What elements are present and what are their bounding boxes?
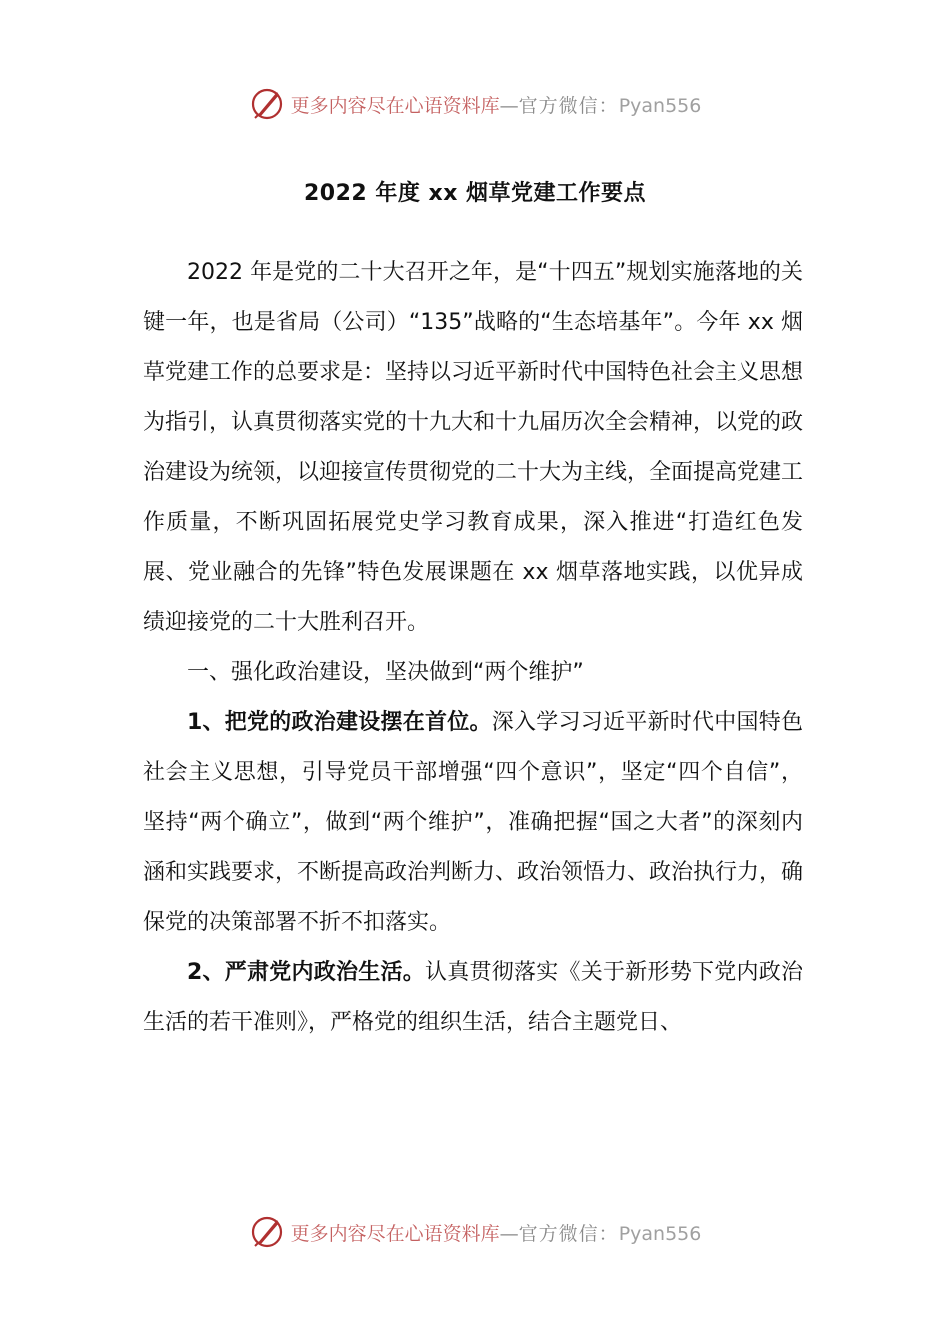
watermark-group bbox=[249, 1214, 702, 1250]
watermark-footer bbox=[0, 1210, 950, 1254]
watermark-header bbox=[0, 82, 950, 126]
watermark-dash: — bbox=[499, 94, 519, 117]
watermark-wechat-id: Pyan556 bbox=[618, 1222, 702, 1245]
watermark-text bbox=[291, 1219, 702, 1246]
document-body bbox=[143, 248, 803, 1048]
item-2-title: 2、严肃党内政治生活。 bbox=[187, 960, 426, 985]
item-1-paragraph bbox=[143, 698, 803, 948]
watermark-brand: 更多内容尽在心语资料库 bbox=[290, 94, 500, 117]
watermark-official-label: 官方微信： bbox=[518, 1222, 619, 1245]
watermark-dash: — bbox=[499, 1222, 519, 1245]
intro-paragraph: 2022 年是党的二十大召开之年，是“十四五”规划实施落地的关键一年，也是省局（公司）“135”战略的“生态培基年”。今年 xx 烟草党建工作的总要求是：坚持以习近平新时代中国特色社会主义思想为指引，认真贯彻落实党的十九大和十九届历次全会精神，以党的政治建设为统领，以迎接宣传贯彻党的二十大为主线，全面提高党建工作质量，不断巩固拓展党史学习教育成果，深入推进“打造红色发展、党业融合的先锋”特色发展课题在 xx 烟草落地实践，以优异成绩迎接党的二十大胜利召开。 bbox=[143, 260, 804, 635]
item-1-title: 1、把党的政治建设摆在首位。 bbox=[187, 710, 492, 735]
watermark-wechat-id: Pyan556 bbox=[618, 94, 702, 117]
quill-logo-icon bbox=[249, 1214, 285, 1250]
quill-logo-icon bbox=[249, 86, 285, 122]
item-2-body: 认真贯彻落实《关于新形势下党内政治生活的若干准则》，严格党的组织生活，结合主题党日、 bbox=[143, 960, 803, 1035]
watermark-text bbox=[291, 91, 702, 118]
item-1-body: 深入学习习近平新时代中国特色社会主义思想，引导党员干部增强“四个意识”，坚定“四个自信”，坚持“两个确立”，做到“两个维护”，准确把握“国之大者”的深刻内涵和实践要求，不断提高政治判断力、政治领悟力、政治执行力，确保党的决策部署不折不扣落实。 bbox=[143, 710, 804, 935]
section-heading: 一、强化政治建设，坚决做到“两个维护” bbox=[187, 660, 584, 685]
watermark-brand: 更多内容尽在心语资料库 bbox=[290, 1222, 500, 1245]
watermark-group bbox=[249, 86, 702, 122]
document-title: 2022 年度 xx 烟草党建工作要点 bbox=[303, 181, 647, 206]
item-2-paragraph bbox=[143, 948, 803, 1048]
watermark-official-label: 官方微信： bbox=[518, 94, 619, 117]
